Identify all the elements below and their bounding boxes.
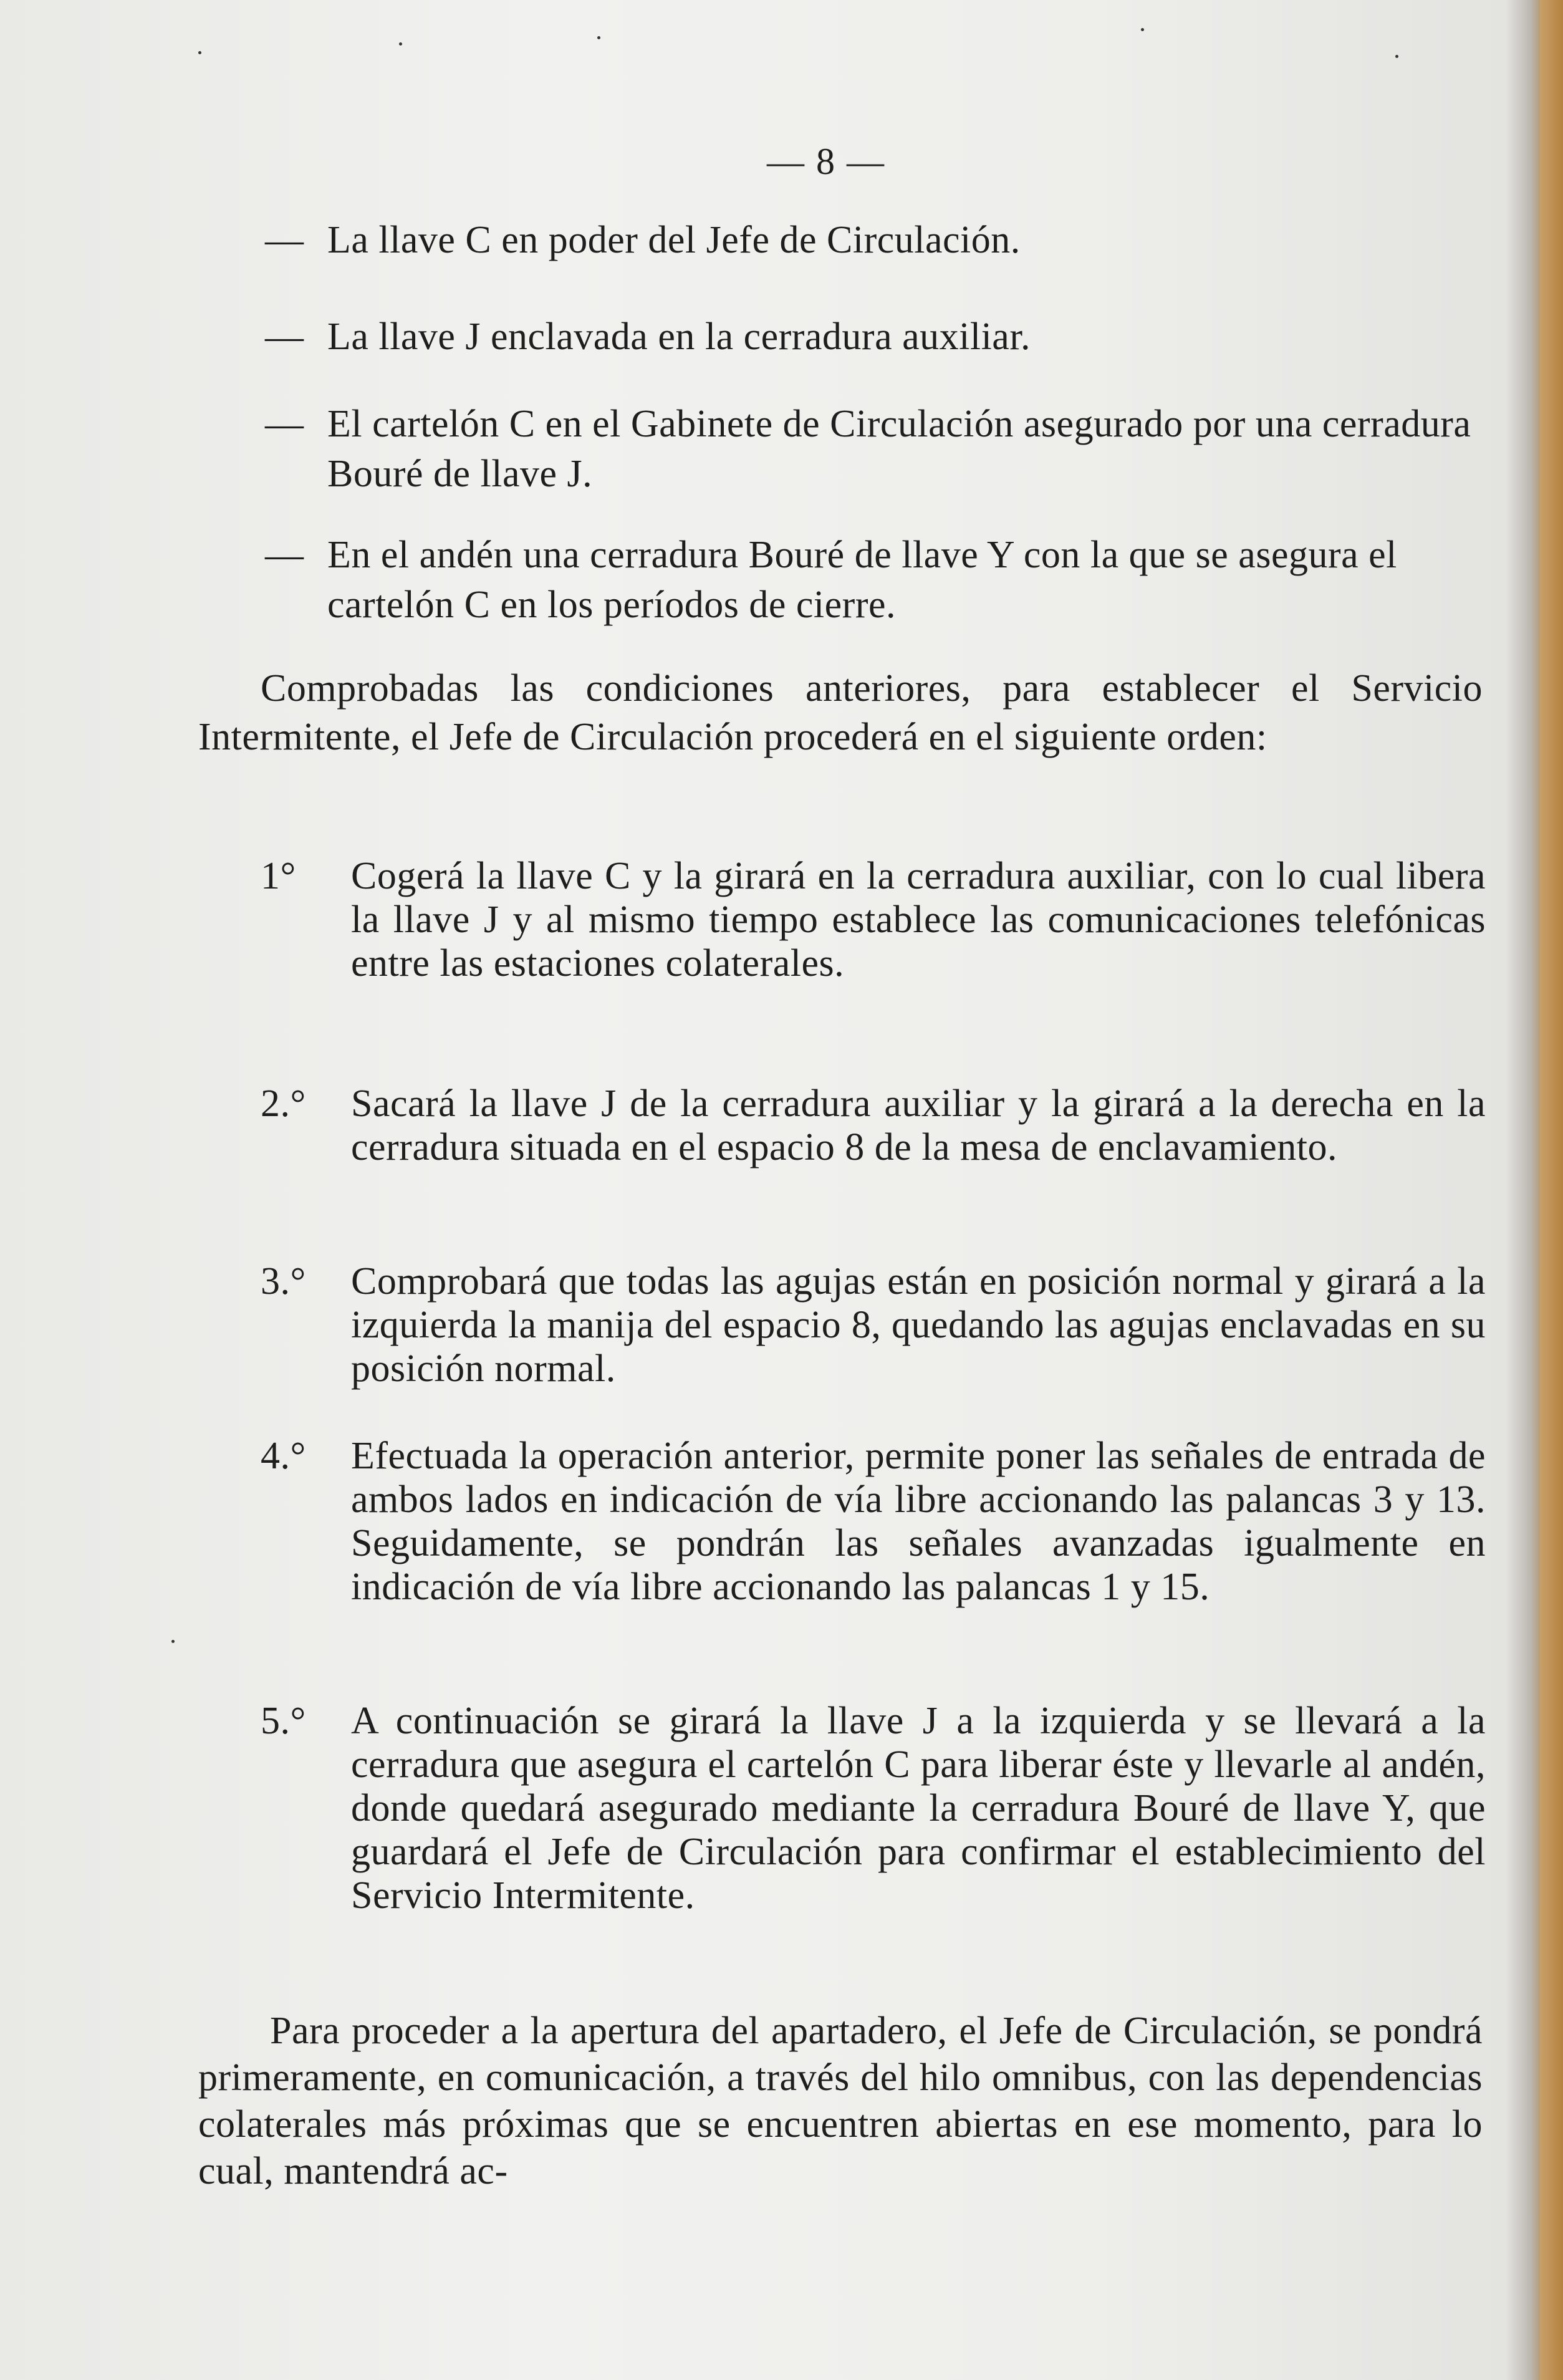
ink-speck [1141, 28, 1144, 31]
ink-speck [597, 36, 600, 39]
step-text: A continuación se girará la llave J a la izquierda y se llevará a la cerradura que asegura el cartelón C para liberar éste y llevarle al andén, donde quedará asegurado mediante la cerradura Bouré de llave Y, que guardará el Jefe de Circulación para confirmar el establecimiento del Servicio Intermitente. [351, 1700, 1486, 1917]
dash-marker: — [265, 316, 304, 358]
dash-marker: — [265, 403, 304, 445]
ink-speck [198, 51, 201, 54]
page-number: — 8 — [767, 141, 885, 182]
ink-speck [1395, 55, 1398, 58]
spine-shadow [1506, 0, 1540, 2380]
list-item-text: En el andén una cerradura Bouré de llave Y con la que se asegura el cartelón C en los períodos de cierre. [327, 534, 1397, 626]
step-text: Sacará la llave J de la cerradura auxiliar y la girará a la derecha en la cerradura situada en el espacio 8 de la mesa de enclavamiento. [351, 1082, 1486, 1168]
step-number: 1° [261, 855, 296, 897]
ink-speck [399, 42, 402, 46]
book-edge [1540, 0, 1563, 2380]
dash-marker: — [265, 534, 304, 576]
dash-marker: — [265, 219, 304, 261]
intro-paragraph: Comprobadas las condiciones anteriores, para establecer el Servicio Intermitente, el Jefe de Circulación procederá en el siguiente orden: [198, 667, 1483, 758]
list-item-text: La llave J enclavada en la cerradura auxiliar. [327, 316, 1031, 358]
list-item-text: La llave C en poder del Jefe de Circulación. [327, 219, 1021, 261]
step-text: Comprobará que todas las agujas están en posición normal y girará a la izquierda la manija del espacio 8, quedando las agujas enclavadas en su posición normal. [351, 1260, 1486, 1390]
step-number: 2.° [261, 1082, 306, 1125]
step-text: Efectuada la operación anterior, permite poner las señales de entrada de ambos lados en indicación de vía libre accionando las palancas 3 y 13. Seguidamente, se pondrán las señales avanzadas igualmente en indicación de vía libre accionando las palancas 1 y 15. [351, 1435, 1486, 1608]
step-number: 5.° [261, 1700, 306, 1742]
step-number: 4.° [261, 1435, 306, 1477]
closing-paragraph: Para proceder a la apertura del apartadero, el Jefe de Circulación, se pondrá primeramente, en comunicación, a través del hilo omnibus, con las dependencias colaterales más próximas que se encuentren abiertas en ese momento, para lo cual, mantendrá ac- [198, 2010, 1483, 2192]
ink-speck [171, 1640, 175, 1643]
list-item-text: El cartelón C en el Gabinete de Circulación asegurado por una cerradura Bouré de llave J. [327, 403, 1471, 495]
step-text: Cogerá la llave C y la girará en la cerradura auxiliar, con lo cual libera la llave J y al mismo tiempo establece las comunicaciones telefónicas entre las estaciones colaterales. [351, 855, 1486, 985]
step-number: 3.° [261, 1260, 306, 1303]
